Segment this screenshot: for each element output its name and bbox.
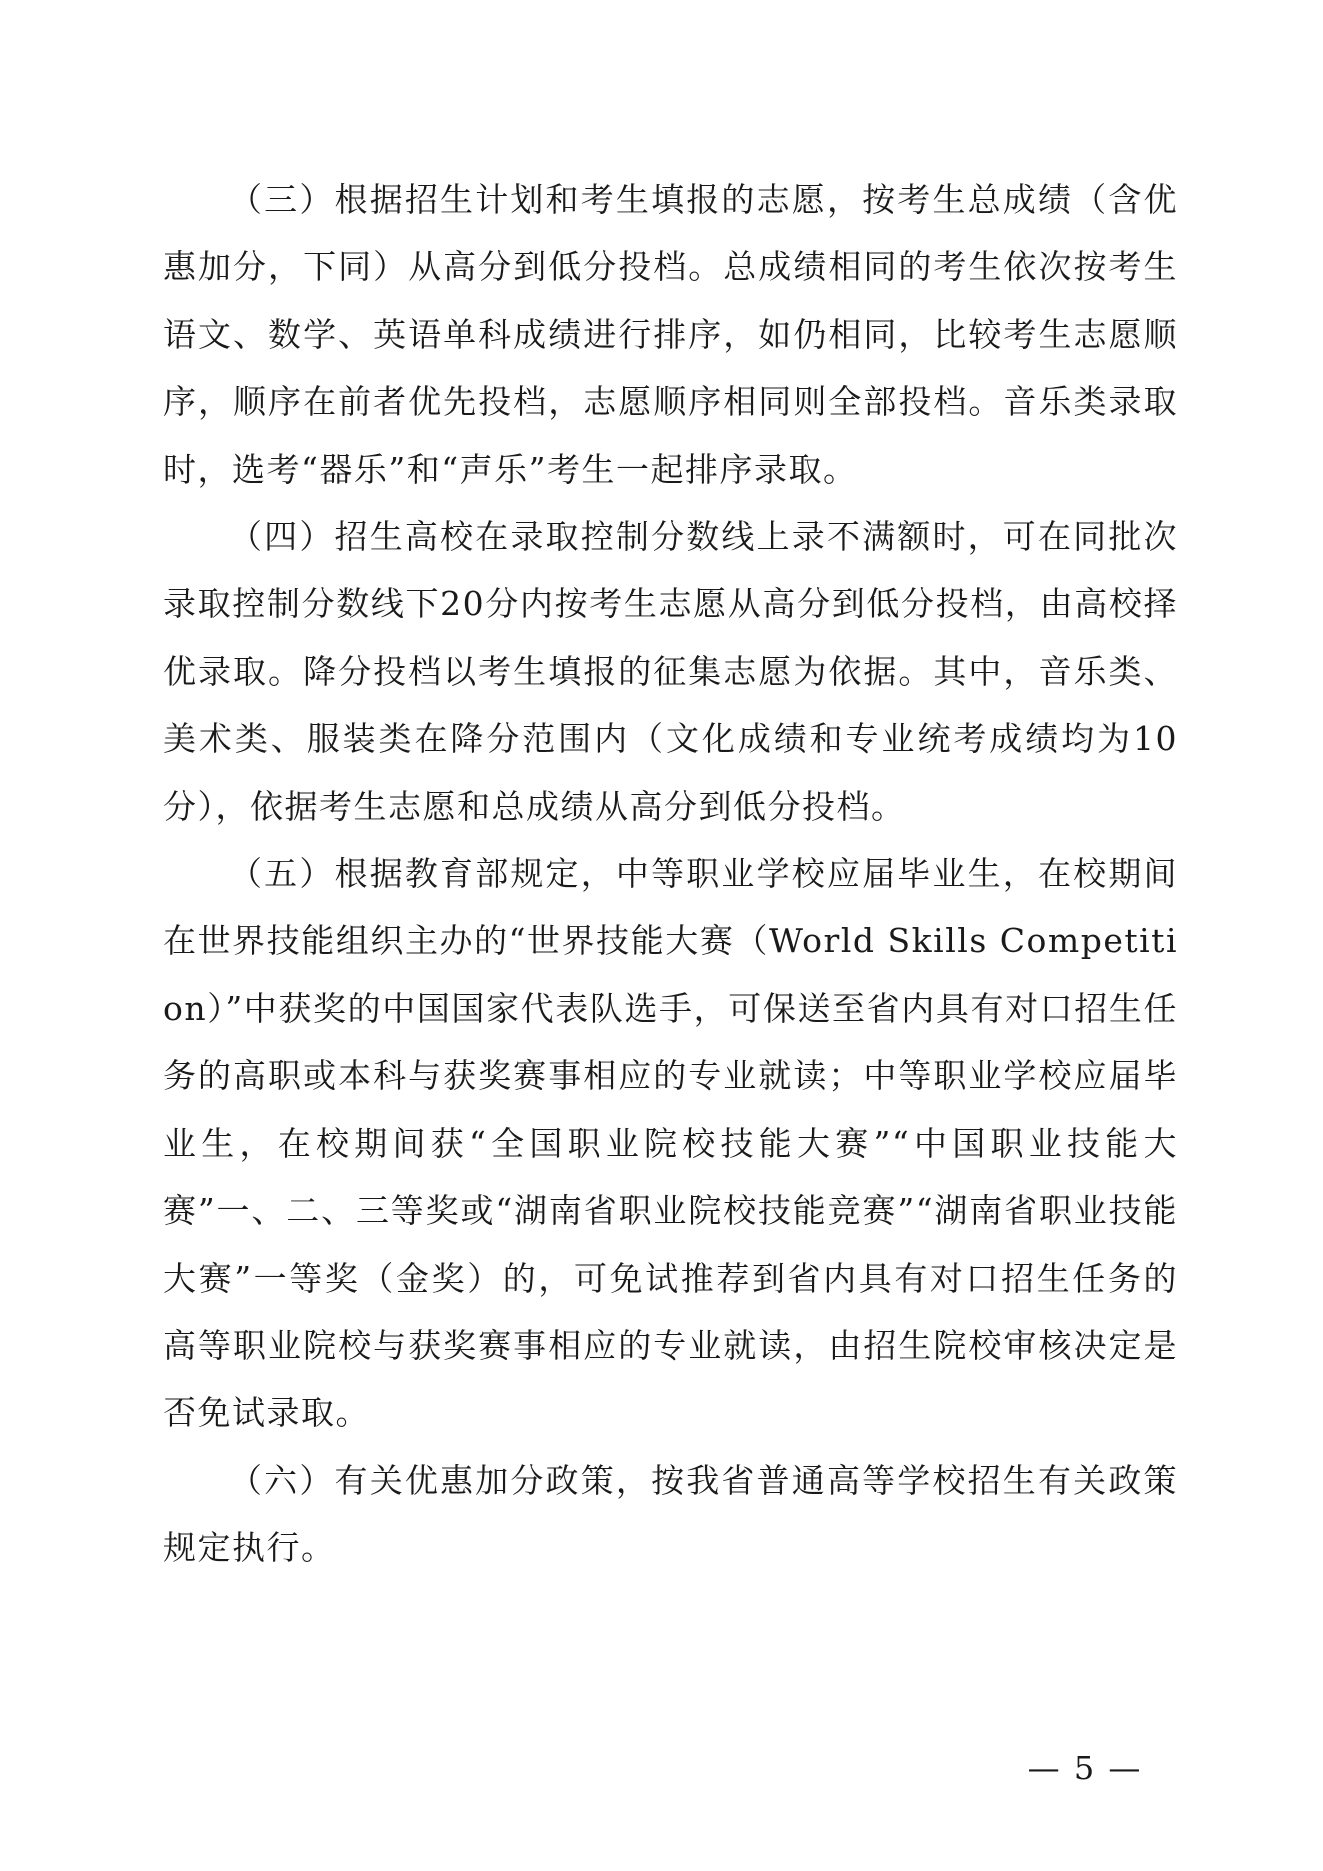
paragraph-5: （五）根据教育部规定，中等职业学校应届毕业生，在校期间在世界技能组织主办的“世界技能大赛（World Skills Competition）”中获奖的中国国家代表队选手，可保送至省内具有对口招生任务的高职或本科与获奖赛事相应的专业就读；中等职业学校应届毕业生，在校期间获“全国职业院校技能大赛”“中国职业技能大赛”一、二、三等奖或“湖南省职业院校技能竞赛”“湖南省职业技能大赛”一等奖（金奖）的，可免试推荐到省内具有对口招生任务的高等职业院校与获奖赛事相应的专业就读，由招生院校审核决定是否免试录取。: [163, 854, 1178, 1433]
paragraph-3: （三）根据招生计划和考生填报的志愿，按考生总成绩（含优惠加分，下同）从高分到低分投档。总成绩相同的考生依次按考生语文、数学、英语单科成绩进行排序，如仍相同，比较考生志愿顺序，顺序在前者优先投档，志愿顺序相同则全部投档。音乐类录取时，选考“器乐”和“声乐”考生一起排序录取。: [163, 180, 1178, 489]
page-number: — 5 —: [1027, 1749, 1143, 1787]
document-body: [163, 166, 1178, 1582]
paragraph-4: （四）招生高校在录取控制分数线上录不满额时，可在同批次录取控制分数线下20分内按考生志愿从高分到低分投档，由高校择优录取。降分投档以考生填报的征集志愿为依据。其中，音乐类、美术类、服装类在降分范围内（文化成绩和专业统考成绩均为10分），依据考生志愿和总成绩从高分到低分投档。: [163, 517, 1178, 826]
paragraph-6: （六）有关优惠加分政策，按我省普通高等学校招生有关政策规定执行。: [163, 1460, 1178, 1568]
